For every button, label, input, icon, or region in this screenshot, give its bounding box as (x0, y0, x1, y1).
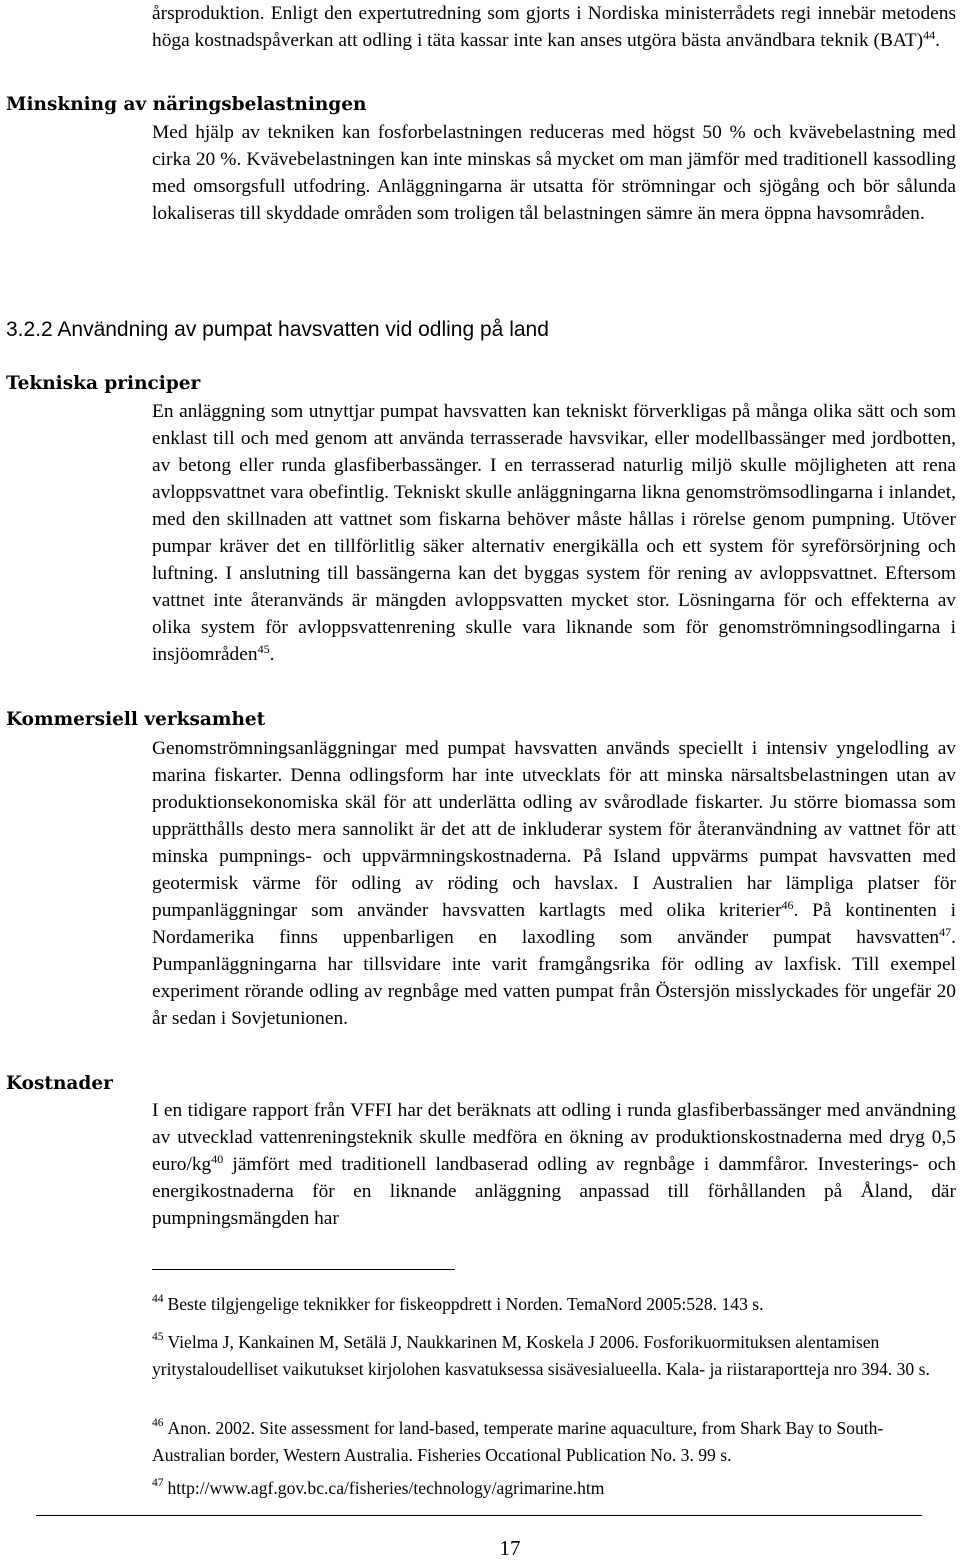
tekniska-tail: . (269, 644, 275, 665)
footnote-44 (152, 1292, 956, 1319)
kommersiell-text-2: . På kontinenten i Nordamerika finns uppenbarligen en laxodling som använder pumpat havsvatten (152, 900, 956, 948)
heading-minskning: Minskning av näringsbelastningen (6, 94, 367, 115)
footnote-link[interactable]: http://www.agf.gov.bc.ca/fisheries/technology/agrimarine.htm (167, 1478, 605, 1498)
kostnader-text-1: I en tidigare rapport från VFFI har det beräknats att odling i runda glasfiberbassänger med användning av utvecklad vattenreningsteknik skulle medföra en ökning av produktionskostnaderna med dryg 0,5 euro/kg (152, 1100, 956, 1175)
heading-kommersiell-verksamhet: Kommersiell verksamhet (6, 709, 266, 730)
heading-kostnader: Kostnader (6, 1073, 113, 1094)
heading-tekniska-principer: Tekniska principer (6, 373, 201, 394)
footnote-number: 45 (152, 1331, 164, 1343)
footnote-text: Vielma J, Kankainen M, Setälä J, Naukkarinen M, Koskela J 2006. Fosforikuormituksen alentamisen yritystaloudelliset vaikutukset kirjolohen kasvatuksessa sisävesialueella. Kala- ja riistaraportteja nro 394. 30 s. (152, 1332, 930, 1379)
footnote-45 (152, 1330, 956, 1381)
tekniska-paragraph (152, 398, 956, 668)
footnote-ref-44[interactable]: 44 (923, 28, 936, 42)
footnote-ref-45[interactable]: 45 (257, 642, 270, 656)
tekniska-text: En anläggning som utnyttjar pumpat havsvatten kan tekniskt förverkligas på många olika sätt och som enklast till och med genom att använda terrasserade havsvikar, eller modellbassänger med jordbotten, av betong eller runda glasfiberbassänger. I en terrasserad naturlig miljö skulle möjligheten att rena avloppsvattnet vara obefintlig. Tekniskt skulle anläggningarna likna genomströmsodlingarna i inlandet, med den skillnaden att vattnet som fiskarna behöver måste hållas i rörelse genom pumpning. Utöver pumpar kräver det en tillförlitlig säker alternativ energikälla och ett system för syreförsörjning och luftning. I anslutning till bassängerna kan det byggas system för rening av avloppsvattnet. Eftersom vattnet inte återanvänds är mängden avloppsvatten mycket stor. Lösningarna för och effekterna av olika system för avloppsvattenrening skulle vara liknande som för genomströmningsodlingarna i insjöområden (152, 401, 956, 665)
footnote-ref-47[interactable]: 47 (939, 925, 952, 939)
kommersiell-text-1: Genomströmningsanläggningar med pumpat havsvatten används speciellt i intensiv yngelodling av marina fiskarter. Denna odlingsform har inte utvecklats för att minska närsaltsbelastningen utan av produktionsekonomiska skäl för att underlätta odling av svårodlade fiskarter. Ju större biomassa som upprätthålls desto mera sannolikt är det att de inkluderar system för återanvändning av vattnet för att minska pumpnings- och uppvärmningskostnaderna. På Island uppvärms pumpat havsvatten med geotermisk värme för odling av röding och havslax. I Australien har lämpliga platser för pumpanläggningar som använder havsvatten kartlagts med olika kriterier (152, 738, 956, 921)
minskning-paragraph: Med hjälp av tekniken kan fosforbelastningen reduceras med högst 50 % och kvävebelastning med cirka 20 %. Kvävebelastningen kan inte minskas så mycket om man jämför med traditionell kassodling med omsorgsfull utfodring. Anläggningarna är utsatta för strömningar och sjögång och bör sålunda lokaliseras till skyddade områden som troligen tål belastningen sämre än mera öppna havsområden. (152, 122, 956, 224)
footnote-separator (152, 1269, 455, 1270)
intro-tail: . (935, 30, 940, 51)
footnote-47 (152, 1476, 956, 1503)
section-heading-3-2-2: 3.2.2 Användning av pumpat havsvatten vid odling på land (6, 318, 549, 341)
kommersiell-text-3: . Pumpanläggningarna har tillsvidare inte varit framgångsrika för odling av laxfisk. Till exempel experiment rörande odling av regnbåge med vatten pumpat från Östersjön misslyckades för ungefär 20 år sedan i Sovjetunionen. (152, 927, 956, 1029)
kostnader-text-2: jämfört med traditionell landbaserad odling av regnbåge i dammfåror. Investerings- och energikostnaderna för en liknande anläggning anpassad till förhållanden på Åland, där pumpningsmängden har (152, 1154, 956, 1229)
footnote-ref-46[interactable]: 46 (781, 898, 794, 912)
footnote-number: 46 (152, 1417, 164, 1429)
footnote-number: 44 (152, 1293, 164, 1305)
kommersiell-paragraph (152, 735, 956, 1032)
page-number: 17 (499, 1536, 521, 1560)
page-footer-rule (36, 1515, 922, 1516)
footnote-number: 47 (152, 1477, 164, 1489)
kostnader-paragraph (152, 1097, 956, 1232)
footnote-46 (152, 1416, 956, 1467)
footnote-ref-40[interactable]: 40 (211, 1152, 224, 1166)
intro-text: årsproduktion. Enligt den expertutredning som gjorts i Nordiska ministerrådets regi innebär metodens höga kostnadspåverkan att odling i täta kassar inte kan anses utgöra bästa användbara teknik (BAT) (152, 3, 956, 51)
footnote-text: Beste tilgjengelige teknikker for fiskeoppdrett i Norden. TemaNord 2005:528. 143 s. (167, 1294, 764, 1314)
footnote-text: Anon. 2002. Site assessment for land-based, temperate marine aquaculture, from Shark Bay to South-Australian border, Western Australia. Fisheries Occational Publication No. 3. 99 s. (152, 1418, 884, 1465)
intro-paragraph (152, 0, 956, 54)
